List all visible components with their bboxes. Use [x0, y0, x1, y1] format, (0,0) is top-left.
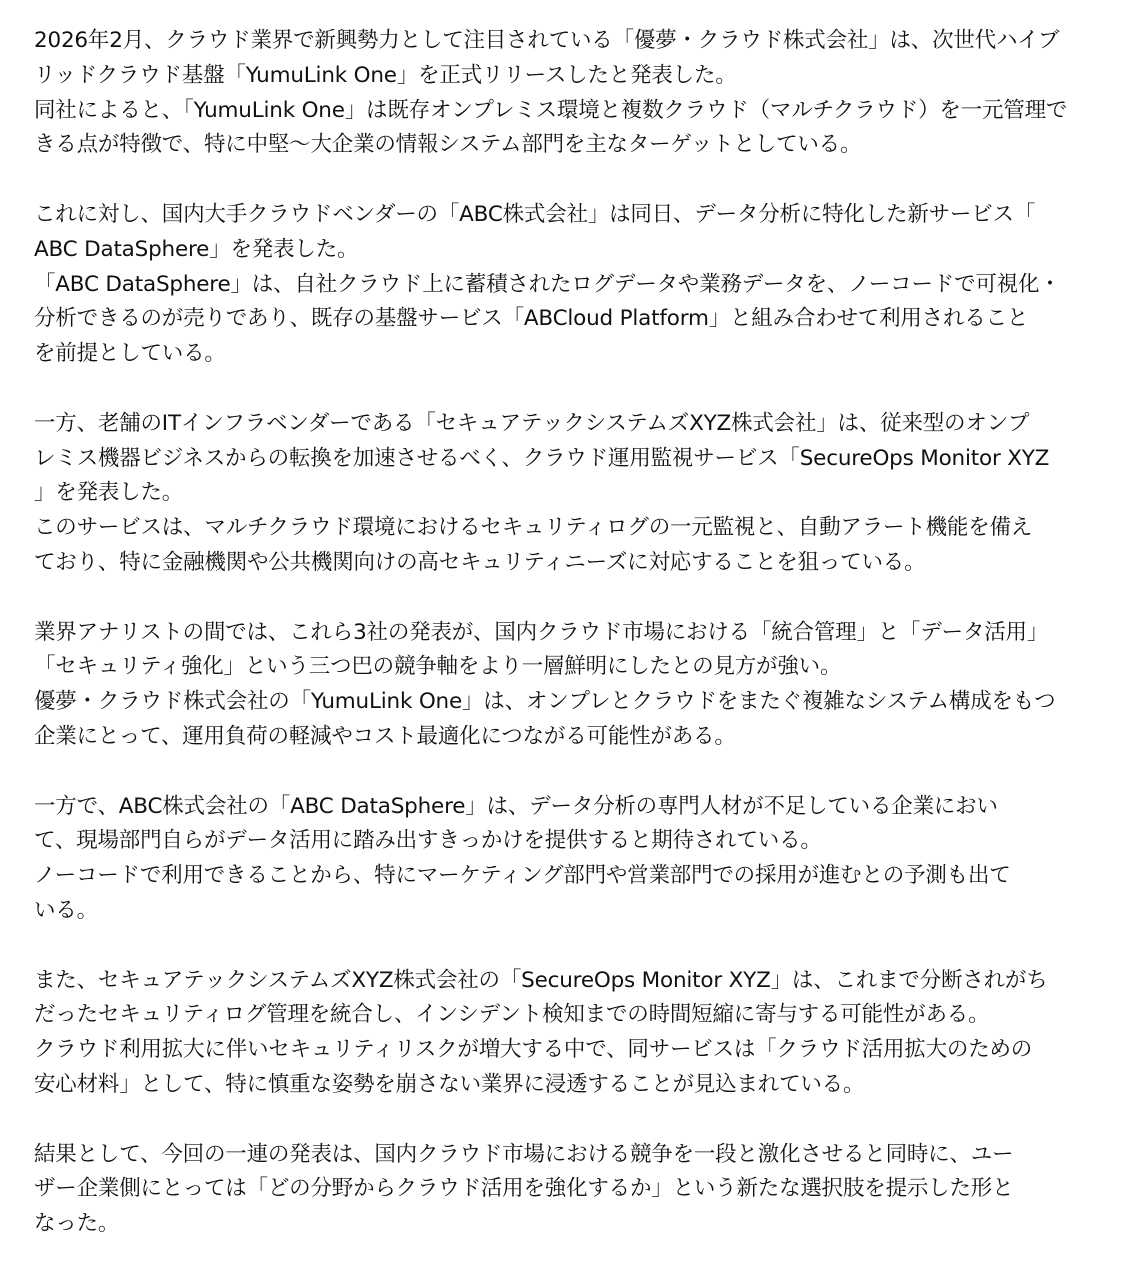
- text-line: ており、特に金融機関や公共機関向けの高セキュリティニーズに対応することを狙っている。: [34, 549, 926, 575]
- article-body: [34, 24, 1134, 1277]
- text-line: だったセキュリティログ管理を統合し、インシデント検知までの時間短縮に寄与する可能性がある。: [34, 1002, 990, 1028]
- text-line: 優夢・クラウド株式会社の「YumuLink One」は、オンプレとクラウドをまたぐ複雑なシステム構成をもつ: [34, 689, 1056, 715]
- paragraph-3: [34, 407, 1134, 581]
- text-line: なった。: [34, 1211, 120, 1237]
- text-line: ザー企業側にとっては「どの分野からクラウド活用を強化するか」という新たな選択肢を提示した形と: [34, 1176, 1014, 1202]
- text-line: リッドクラウド基盤「YumuLink One」を正式リリースしたと発表した。: [34, 62, 737, 88]
- text-line: 「セキュリティ強化」という三つ巴の競争軸をより一層鮮明にしたとの見方が強い。: [34, 654, 842, 680]
- text-line: 同社によると、「YumuLink One」は既存オンプレミス環境と複数クラウド（マルチクラウド）を一元管理で: [34, 97, 1068, 123]
- text-line: ABC DataSphere」を発表した。: [34, 236, 359, 262]
- paragraph-6: [34, 964, 1134, 1103]
- text-line: 安心材料」として、特に慎重な姿勢を崩さない業界に浸透することが見込まれている。: [34, 1071, 865, 1097]
- text-line: 業界アナリストの間では、これら3社の発表が、国内クラウド市場における「統合管理」と「データ活用」: [34, 619, 1049, 645]
- text-line: 一方で、ABC株式会社の「ABC DataSphere」は、データ分析の専門人材が不足している企業におい: [34, 793, 998, 819]
- text-line: 一方、老舗のITインフラベンダーである「セキュアテックシステムズXYZ株式会社」は、従来型のオンプ: [34, 410, 1030, 436]
- text-line: 」を発表した。: [34, 480, 184, 506]
- paragraph-7: [34, 1138, 1134, 1242]
- text-line: を前提としている。: [34, 341, 226, 367]
- text-line: 分析できるのが売りであり、既存の基盤サービス「ABCloud Platform」と組み合わせて利用されること: [34, 306, 1029, 332]
- paragraph-4: [34, 616, 1134, 755]
- text-line: きる点が特徴で、特に中堅～大企業の情報システム部門を主なターゲットとしている。: [34, 132, 862, 158]
- paragraph-2: [34, 198, 1134, 372]
- text-line: ノーコードで利用できることから、特にマーケティング部門や営業部門での採用が進むとの予測も出て: [34, 863, 1011, 889]
- text-line: レミス機器ビジネスからの転換を加速させるべく、クラウド運用監視サービス「SecureOps Monitor XYZ: [34, 445, 1050, 471]
- paragraph-1: [34, 24, 1134, 163]
- text-line: クラウド利用拡大に伴いセキュリティリスクが増大する中で、同サービスは「クラウド活用拡大のための: [34, 1037, 1033, 1063]
- text-line: て、現場部門自らがデータ活用に踏み出すきっかけを提供すると期待されている。: [34, 828, 822, 854]
- paragraph-5: [34, 790, 1134, 929]
- text-line: 2026年2月、クラウド業界で新興勢力として注目されている「優夢・クラウド株式会社」は、次世代ハイブ: [34, 28, 1060, 53]
- text-line: また、セキュアテックシステムズXYZ株式会社の「SecureOps Monitor XYZ」は、これまで分断されがち: [34, 967, 1048, 993]
- text-line: 結果として、今回の一連の発表は、国内クラウド市場における競争を一段と激化させると同時に、ユー: [34, 1141, 1014, 1167]
- text-line: いる。: [34, 897, 98, 923]
- text-line: 「ABC DataSphere」は、自社クラウド上に蓄積されたログデータや業務データを、ノーコードで可視化・: [34, 271, 1061, 297]
- text-line: これに対し、国内大手クラウドベンダーの「ABC株式会社」は同日、データ分析に特化した新サービス「: [34, 201, 1036, 227]
- text-line: 企業にとって、運用負荷の軽減やコスト最適化につながる可能性がある。: [34, 723, 736, 749]
- text-line: このサービスは、マルチクラウド環境におけるセキュリティログの一元監視と、自動アラート機能を備え: [34, 515, 1033, 541]
